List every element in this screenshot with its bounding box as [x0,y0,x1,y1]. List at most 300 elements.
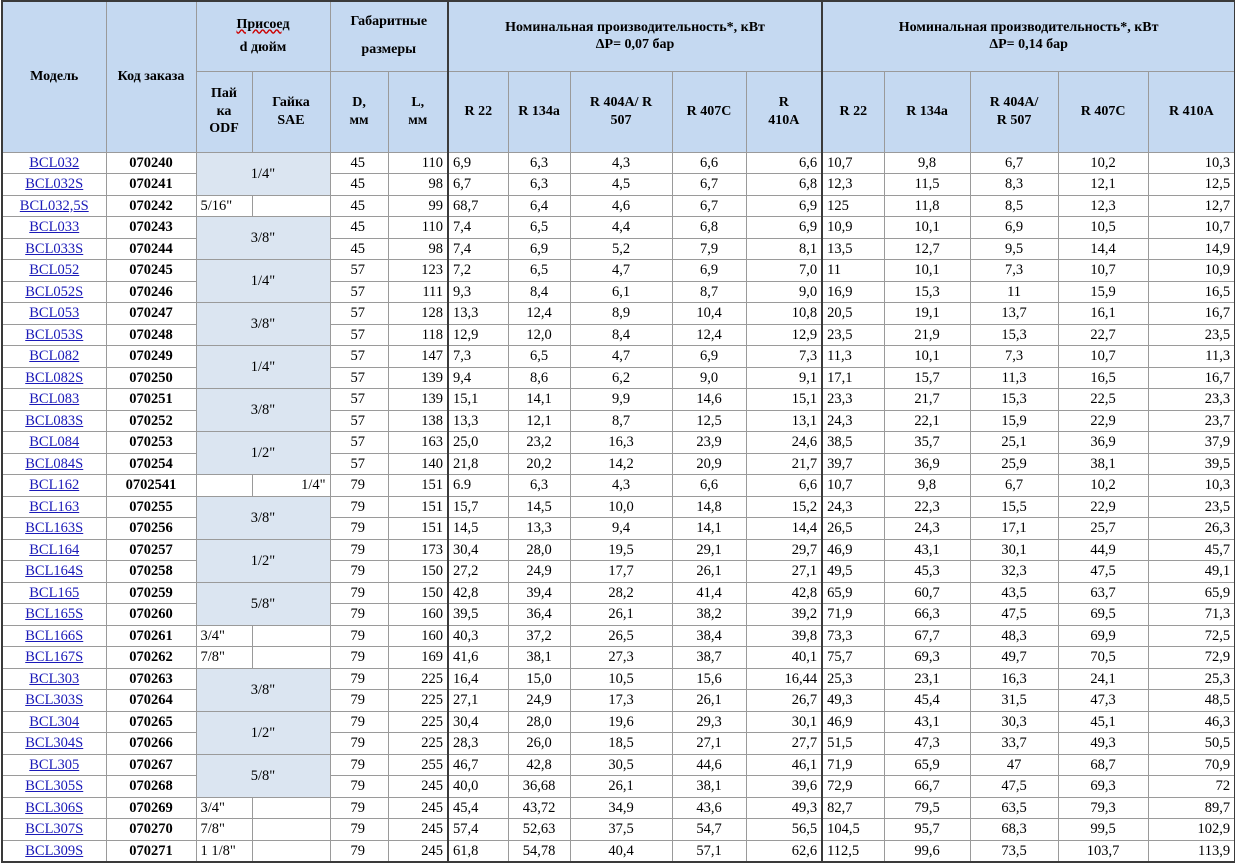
capacity-007-value: 26,1 [570,776,672,798]
header-g1-r134a: R 134a [508,71,570,152]
order-code: 070266 [106,733,196,755]
header-capacity-007 [448,1,822,71]
connection-nut-empty [252,195,330,217]
capacity-007-value: 15,6 [672,668,746,690]
table-row [2,518,1235,540]
capacity-007-value: 27,1 [672,733,746,755]
capacity-007-value: 9,4 [448,367,508,389]
capacity-014-value: 49,5 [822,561,884,583]
capacity-014-value: 45,1 [1058,711,1148,733]
capacity-007-value: 27,1 [746,561,822,583]
model-link[interactable]: BCL083S [25,412,84,429]
model-link[interactable]: BCL162 [29,477,80,494]
model-link[interactable]: BCL306S [25,799,84,816]
capacity-014-value: 49,1 [1148,561,1235,583]
capacity-007-value: 8,4 [570,324,672,346]
capacity-007-value: 14,5 [448,518,508,540]
model-cell [2,625,106,647]
capacity-014-value: 15,7 [884,367,970,389]
table-row [2,238,1235,260]
capacity-014-value: 68,3 [970,819,1058,841]
model-cell [2,260,106,282]
capacity-007-value: 14,1 [672,518,746,540]
header-g1-r410a: R 410A [746,71,822,152]
capacity-014-value: 44,9 [1058,539,1148,561]
connection-nut-empty [252,647,330,669]
capacity-007-value: 16,44 [746,668,822,690]
capacity-014-value: 45,4 [884,690,970,712]
table-body [2,152,1235,862]
capacity-014-value: 10,1 [884,217,970,239]
capacity-007-value: 13,1 [746,410,822,432]
capacity-007-value: 27,3 [570,647,672,669]
capacity-014-value: 38,1 [1058,453,1148,475]
dimension-d: 57 [330,281,388,303]
connection-size: 1/4" [196,152,330,195]
header-solder-odf: Пай ка ODF [196,71,252,152]
capacity-014-value: 30,3 [970,711,1058,733]
capacity-007-value: 40,1 [746,647,822,669]
model-cell [2,496,106,518]
model-cell [2,195,106,217]
capacity-014-value: 71,9 [822,604,884,626]
capacity-007-value: 28,0 [508,539,570,561]
capacity-014-value: 22,5 [1058,389,1148,411]
capacity-007-value: 8,6 [508,367,570,389]
dimension-d: 79 [330,604,388,626]
capacity-014-value: 10,2 [1058,475,1148,497]
table-row [2,668,1235,690]
capacity-007-value: 15,2 [746,496,822,518]
model-cell [2,754,106,776]
table-row [2,281,1235,303]
dimension-l: 151 [388,518,448,540]
model-cell [2,647,106,669]
capacity-014-value: 49,3 [1058,733,1148,755]
header-g2-r410a: R 410A [1148,71,1235,152]
model-link[interactable]: BCL165 [29,584,80,601]
capacity-007-value: 8,9 [570,303,672,325]
dimension-d: 79 [330,539,388,561]
capacity-007-value: 16,4 [448,668,508,690]
model-cell [2,776,106,798]
dimension-d: 57 [330,389,388,411]
order-code: 070251 [106,389,196,411]
capacity-007-value: 57,4 [448,819,508,841]
dimension-l: 225 [388,733,448,755]
capacity-007-value: 6,9 [508,238,570,260]
capacity-007-value: 27,2 [448,561,508,583]
capacity-014-value: 16,3 [970,668,1058,690]
capacity-007-value: 14,4 [746,518,822,540]
capacity-007-value: 57,1 [672,840,746,862]
capacity-014-value: 23,5 [1148,496,1235,518]
dimension-d: 57 [330,303,388,325]
capacity-007-value: 24,9 [508,561,570,583]
table-row [2,733,1235,755]
model-link[interactable]: BCL303S [25,692,84,709]
header-l-mm: L, мм [388,71,448,152]
capacity-007-value: 68,7 [448,195,508,217]
capacity-007-value: 37,5 [570,819,672,841]
capacity-014-value: 6,7 [970,475,1058,497]
model-link[interactable]: BCL164S [25,563,84,580]
capacity-014-value: 68,7 [1058,754,1148,776]
model-cell [2,324,106,346]
capacity-014-value: 25,7 [1058,518,1148,540]
model-cell [2,797,106,819]
capacity-014-value: 31,5 [970,690,1058,712]
capacity-014-value: 11,3 [822,346,884,368]
header-dimensions: Габаритные размеры [330,1,448,71]
capacity-014-value: 70,9 [1148,754,1235,776]
capacity-007-value: 49,3 [746,797,822,819]
capacity-007-value: 6,9 [448,152,508,174]
model-link[interactable]: BCL163 [29,498,80,515]
header-g1-r22: R 22 [448,71,508,152]
capacity-014-value: 102,9 [1148,819,1235,841]
model-link[interactable]: BCL084 [29,434,80,451]
model-link[interactable]: BCL165S [25,606,84,623]
capacity-007-value: 38,2 [672,604,746,626]
model-link[interactable]: BCL052S [25,283,84,300]
model-link[interactable]: BCL304 [29,713,80,730]
table-row [2,582,1235,604]
model-link[interactable]: BCL082 [29,348,80,365]
dimension-d: 79 [330,797,388,819]
capacity-007-value: 29,3 [672,711,746,733]
capacity-014-value: 69,5 [1058,604,1148,626]
model-link[interactable]: BCL305S [25,778,84,795]
capacity-007-value: 6,4 [508,195,570,217]
capacity-007-value: 46,7 [448,754,508,776]
model-link[interactable]: BCL053S [25,326,84,343]
capacity-014-value: 72,9 [1148,647,1235,669]
dimension-l: 139 [388,389,448,411]
dimension-d: 79 [330,561,388,583]
table-row [2,776,1235,798]
capacity-014-value: 12,3 [822,174,884,196]
capacity-007-value: 4,5 [570,174,672,196]
model-link[interactable]: BCL307S [25,821,84,838]
capacity-007-value: 12,4 [508,303,570,325]
dimension-d: 79 [330,733,388,755]
capacity-007-value: 9,0 [672,367,746,389]
capacity-014-value: 72,5 [1148,625,1235,647]
connection-size: 3/8" [196,217,330,260]
capacity-007-value: 6,3 [508,174,570,196]
table-row [2,711,1235,733]
dimension-d: 79 [330,711,388,733]
capacity-007-value: 24,9 [508,690,570,712]
capacity-007-value: 13,3 [508,518,570,540]
capacity-014-value: 47,3 [884,733,970,755]
dimension-l: 138 [388,410,448,432]
order-code: 070244 [106,238,196,260]
capacity-014-value: 46,3 [1148,711,1235,733]
model-cell [2,539,106,561]
capacity-007-value: 27,1 [448,690,508,712]
connection-nut-empty [252,840,330,862]
order-code: 070253 [106,432,196,454]
dimension-l: 151 [388,475,448,497]
order-code: 070257 [106,539,196,561]
capacity-007-value: 43,6 [672,797,746,819]
capacity-014-value: 6,7 [970,152,1058,174]
capacity-007-value: 61,8 [448,840,508,862]
order-code: 070267 [106,754,196,776]
capacity-007-value: 30,1 [746,711,822,733]
order-code: 070249 [106,346,196,368]
connection-size: 5/8" [196,582,330,625]
capacity-014-value: 23,5 [822,324,884,346]
connection-solder-empty [196,475,252,497]
capacity-014-value: 23,1 [884,668,970,690]
capacity-007-value: 9,3 [448,281,508,303]
capacity-014-value: 15,5 [970,496,1058,518]
model-link[interactable]: BCL082S [25,369,84,386]
connection-nut: 1/4" [252,475,330,497]
dimension-l: 225 [388,711,448,733]
order-code: 070270 [106,819,196,841]
capacity-014-value: 9,8 [884,152,970,174]
capacity-014-value: 63,5 [970,797,1058,819]
header-g2-r404a: R 404A/ R 507 [970,71,1058,152]
capacity-014-value: 99,6 [884,840,970,862]
model-link[interactable]: BCL164 [29,541,80,558]
table-row [2,346,1235,368]
capacity-007-value: 4,3 [570,152,672,174]
capacity-007-value: 54,7 [672,819,746,841]
table-row [2,367,1235,389]
capacity-007-value: 4,7 [570,346,672,368]
table-row [2,690,1235,712]
capacity-014-value: 25,3 [1148,668,1235,690]
table-row [2,195,1235,217]
capacity-007-value: 36,4 [508,604,570,626]
dimension-l: 123 [388,260,448,282]
capacity-014-value: 10,3 [1148,475,1235,497]
capacity-007-value: 7,2 [448,260,508,282]
capacity-014-value: 24,1 [1058,668,1148,690]
model-link[interactable]: BCL032 [29,154,80,171]
connection-size: 1/4" [196,260,330,303]
capacity-014-value: 113,9 [1148,840,1235,862]
order-code: 070258 [106,561,196,583]
capacity-007-value: 28,0 [508,711,570,733]
model-link[interactable]: BCL305 [29,756,80,773]
capacity-007-value: 28,2 [570,582,672,604]
dimension-d: 57 [330,367,388,389]
model-link[interactable]: BCL309S [25,842,84,859]
capacity-007-value: 42,8 [746,582,822,604]
capacity-014-value: 7,3 [970,260,1058,282]
capacity-014-value: 72,9 [822,776,884,798]
capacity-014-value: 10,1 [884,260,970,282]
header-d-mm: D, мм [330,71,388,152]
dimension-d: 57 [330,410,388,432]
capacity-007-value: 38,1 [672,776,746,798]
capacity-014-value: 10,9 [822,217,884,239]
capacity-014-value: 43,1 [884,539,970,561]
capacity-007-value: 19,6 [570,711,672,733]
model-link[interactable]: BCL033 [29,219,80,236]
capacity-014-value: 95,7 [884,819,970,841]
model-link[interactable]: BCL084S [25,455,84,472]
capacity-007-value: 7,3 [448,346,508,368]
capacity-007-value: 15,7 [448,496,508,518]
model-cell [2,152,106,174]
table-row [2,453,1235,475]
connection-solder: 7/8" [196,819,252,841]
capacity-007-value: 4,7 [570,260,672,282]
capacity-014-value: 73,5 [970,840,1058,862]
capacity-014-value: 21,9 [884,324,970,346]
capacity-007-value: 26,1 [672,561,746,583]
capacity-007-value: 8,1 [746,238,822,260]
model-link[interactable]: BCL032S [25,176,84,193]
capacity-007-value: 10,0 [570,496,672,518]
capacity-014-value: 17,1 [970,518,1058,540]
model-cell [2,367,106,389]
model-cell [2,453,106,475]
dimension-l: 118 [388,324,448,346]
capacity-007-value: 6,6 [746,152,822,174]
table-row [2,797,1235,819]
dimension-l: 245 [388,797,448,819]
capacity-007-value: 21,8 [448,453,508,475]
connection-size: 1/2" [196,711,330,754]
model-link[interactable]: BCL052 [29,262,80,279]
capacity-007-value: 6,9 [746,195,822,217]
dimension-d: 79 [330,518,388,540]
dimension-l: 163 [388,432,448,454]
capacity-007-value: 45,4 [448,797,508,819]
table-row [2,647,1235,669]
capacity-014-value: 14,4 [1058,238,1148,260]
capacity-007-value: 15,1 [448,389,508,411]
capacity-014-value: 10,2 [1058,152,1148,174]
model-cell [2,475,106,497]
capacity-014-value: 11 [970,281,1058,303]
capacity-014-value: 46,9 [822,539,884,561]
table-row [2,174,1235,196]
order-code: 070254 [106,453,196,475]
capacity-007-value: 9,1 [746,367,822,389]
capacity-007-value: 26,1 [672,690,746,712]
capacity-014-value: 11,8 [884,195,970,217]
capacity-014-value: 22,7 [1058,324,1148,346]
header-model: Модель [2,1,106,152]
capacity-014-value: 47,5 [1058,561,1148,583]
model-link[interactable]: BCL083 [29,391,80,408]
model-cell [2,690,106,712]
model-link[interactable]: BCL303 [29,670,80,687]
capacity-014-value: 9,5 [970,238,1058,260]
capacity-007-value: 6,9 [672,346,746,368]
dimension-d: 57 [330,432,388,454]
capacity-007-value: 52,63 [508,819,570,841]
capacity-014-value: 8,3 [970,174,1058,196]
dimension-l: 128 [388,303,448,325]
dimension-d: 79 [330,819,388,841]
dimension-d: 57 [330,324,388,346]
capacity-014-value: 35,7 [884,432,970,454]
capacity-007-value: 6,5 [508,346,570,368]
model-cell [2,733,106,755]
order-code: 070250 [106,367,196,389]
capacity-007-value: 24,6 [746,432,822,454]
dimension-l: 139 [388,367,448,389]
header-g1-r404a: R 404A/ R 507 [570,71,672,152]
table-row [2,217,1235,239]
capacity-014-value: 25,9 [970,453,1058,475]
model-cell [2,217,106,239]
capacity-007-value: 7,3 [746,346,822,368]
model-link[interactable]: BCL163S [25,520,84,537]
capacity-014-value: 15,9 [970,410,1058,432]
capacity-014-value: 63,7 [1058,582,1148,604]
capacity-007-value: 14,8 [672,496,746,518]
capacity-007-value: 16,3 [570,432,672,454]
capacity-014-value: 10,7 [822,152,884,174]
model-link[interactable]: BCL033S [25,240,84,257]
capacity-007-value: 6,6 [672,475,746,497]
capacity-007-value: 10,5 [570,668,672,690]
capacity-014-value: 43,1 [884,711,970,733]
capacity-014-value: 39,5 [1148,453,1235,475]
capacity-014-value: 9,8 [884,475,970,497]
dimension-l: 245 [388,840,448,862]
model-link[interactable]: BCL032,5S [19,197,89,214]
model-link[interactable]: BCL304S [25,735,84,752]
connection-solder: 3/4" [196,797,252,819]
table-row [2,152,1235,174]
capacity-014-value: 12,3 [1058,195,1148,217]
capacity-014-value: 72 [1148,776,1235,798]
capacity-007-value: 8,4 [508,281,570,303]
capacity-007-value: 10,4 [672,303,746,325]
capacity-007-value: 9,9 [570,389,672,411]
dimension-d: 79 [330,754,388,776]
capacity-007-value: 12,4 [672,324,746,346]
capacity-007-value: 8,7 [672,281,746,303]
model-link[interactable]: BCL167S [25,649,84,666]
capacity-014-value: 16,9 [822,281,884,303]
model-cell [2,303,106,325]
capacity-007-value: 40,0 [448,776,508,798]
header-capacity-014-line2: ΔP= 0,14 бар [989,37,1068,53]
model-link[interactable]: BCL053 [29,305,80,322]
connection-solder: 3/4" [196,625,252,647]
header-capacity-014 [822,1,1235,71]
capacity-014-value: 25,3 [822,668,884,690]
capacity-014-value: 38,5 [822,432,884,454]
connection-size: 3/8" [196,668,330,711]
dimension-l: 111 [388,281,448,303]
model-cell [2,389,106,411]
connection-nut-empty [252,797,330,819]
dimension-l: 225 [388,690,448,712]
capacity-014-value: 51,5 [822,733,884,755]
dimension-l: 173 [388,539,448,561]
capacity-007-value: 12,9 [448,324,508,346]
capacity-007-value: 12,9 [746,324,822,346]
capacity-007-value: 6,5 [508,217,570,239]
model-cell [2,238,106,260]
model-link[interactable]: BCL166S [25,627,84,644]
capacity-014-value: 89,7 [1148,797,1235,819]
